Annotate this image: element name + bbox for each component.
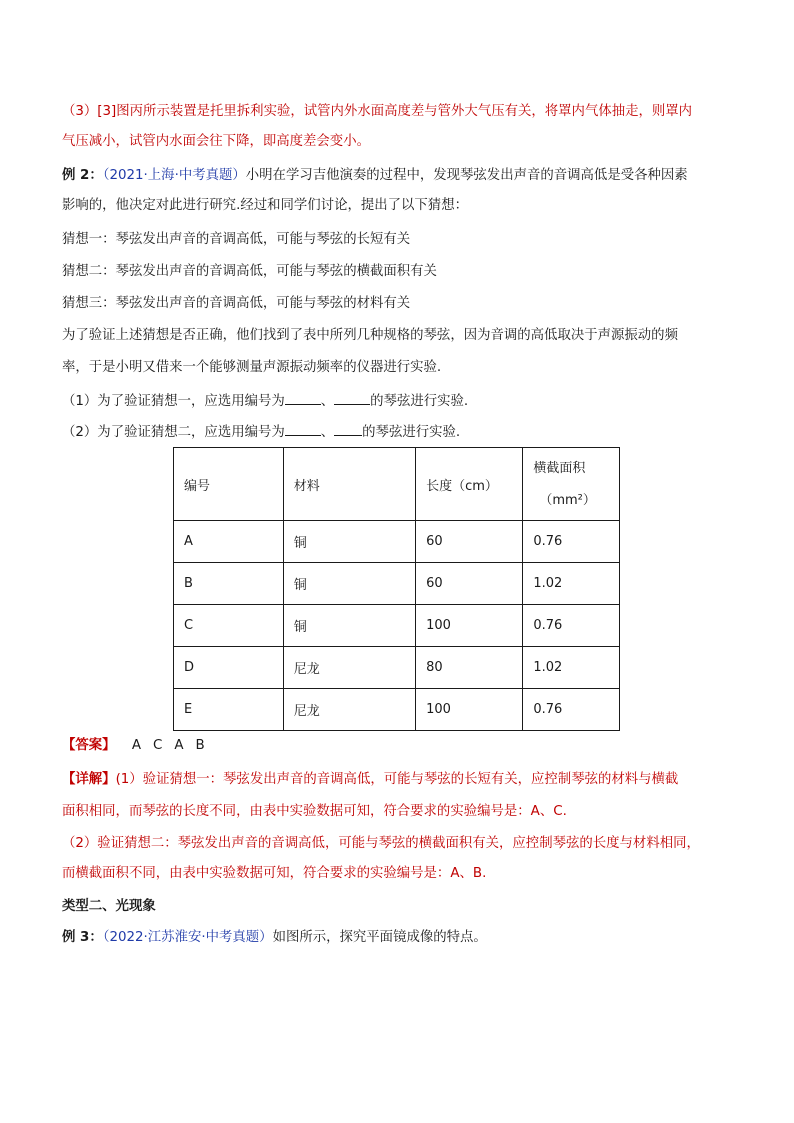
detail-p2-line2: 而横截面积不同，由表中实验数据可知，符合要求的实验编号是：A、B. bbox=[62, 866, 487, 881]
answer-paragraph-3-line1: （3）[3]图丙所示装置是托里拆利实验，试管内外水面高度差与管外大气压有关，将罩内气体抽走，则罩内 bbox=[62, 104, 693, 119]
detail-p1-text1: (1）验证猜想一：琴弦发出声音的音调高低，可能与琴弦的长短有关，应控制琴弦的材料与横截 bbox=[115, 772, 679, 787]
question-1 bbox=[62, 390, 742, 412]
question-1-suffix: 的琴弦进行实验. bbox=[370, 394, 469, 409]
cell-material: 铜 bbox=[283, 605, 415, 647]
example-3-label: 例 3： bbox=[62, 930, 103, 945]
table-row bbox=[174, 563, 620, 605]
cell-material: 铜 bbox=[283, 563, 415, 605]
table-row bbox=[174, 689, 620, 731]
example-3-source: （2022·江苏淮安·中考真题） bbox=[102, 930, 273, 945]
cell-material: 铜 bbox=[283, 521, 415, 563]
question-2-separator: 、 bbox=[320, 425, 335, 440]
cell-material: 尼龙 bbox=[283, 689, 415, 731]
header-material: 材料 bbox=[283, 448, 415, 521]
question-1-prefix: （1）为了验证猜想一，应选用编号为 bbox=[62, 394, 285, 409]
answer-value: C bbox=[153, 738, 163, 753]
guess-1: 猜想一：琴弦发出声音的音调高低，可能与琴弦的长短有关 bbox=[62, 232, 411, 247]
cell-id: B bbox=[174, 563, 284, 605]
string-spec-table bbox=[173, 447, 620, 731]
detail-p1-line1 bbox=[62, 770, 742, 790]
intro-line1: 为了验证上述猜想是否正确，他们找到了表中所列几种规格的琴弦，因为音调的高低取决于声源振动的频 bbox=[62, 328, 678, 343]
question-2 bbox=[62, 421, 742, 443]
cell-id: D bbox=[174, 647, 284, 689]
example-2-label: 例 2： bbox=[62, 168, 103, 183]
type-2-heading: 类型二、光现象 bbox=[62, 899, 156, 914]
question-1-blank-1[interactable] bbox=[285, 390, 321, 405]
guess-2: 猜想二：琴弦发出声音的音调高低，可能与琴弦的横截面积有关 bbox=[62, 264, 437, 279]
example-3-line bbox=[62, 928, 742, 948]
question-1-separator: 、 bbox=[320, 394, 335, 409]
guess-3: 猜想三：琴弦发出声音的音调高低，可能与琴弦的材料有关 bbox=[62, 296, 411, 311]
cell-length: 60 bbox=[416, 521, 523, 563]
header-area bbox=[523, 448, 620, 521]
answer-paragraph-3-line2: 气压减小，试管内水面会往下降，即高度差会变小。 bbox=[62, 134, 370, 149]
cell-length: 100 bbox=[416, 689, 523, 731]
question-1-blank-2[interactable] bbox=[334, 390, 370, 405]
cell-material: 尼龙 bbox=[283, 647, 415, 689]
header-id: 编号 bbox=[174, 448, 284, 521]
cell-length: 60 bbox=[416, 563, 523, 605]
answer-value: A bbox=[174, 738, 184, 753]
cell-id: C bbox=[174, 605, 284, 647]
question-2-blank-1[interactable] bbox=[285, 421, 321, 436]
header-area-label: 横截面积 bbox=[533, 461, 586, 476]
question-2-blank-2[interactable] bbox=[334, 421, 362, 436]
cell-length: 100 bbox=[416, 605, 523, 647]
cell-area: 1.02 bbox=[523, 647, 620, 689]
header-area-unit: （mm²） bbox=[539, 493, 596, 508]
table-row bbox=[174, 605, 620, 647]
answer-value: A bbox=[131, 738, 141, 753]
cell-length: 80 bbox=[416, 647, 523, 689]
detail-p2-line1: （2）验证猜想二：琴弦发出声音的音调高低，可能与琴弦的横截面积有关，应控制琴弦的长度与材料相同， bbox=[62, 836, 700, 851]
example-2-source: （2021·上海·中考真题） bbox=[102, 168, 246, 183]
cell-area: 0.76 bbox=[523, 521, 620, 563]
example-2-text2: 影响的，他决定对此进行研究.经过和同学们讨论，提出了以下猜想： bbox=[62, 198, 468, 213]
answer-value: B bbox=[195, 738, 205, 753]
detail-p1-line2: 面积相同，而琴弦的长度不同，由表中实验数据可知，符合要求的实验编号是：A、C. bbox=[62, 804, 567, 819]
question-2-suffix: 的琴弦进行实验. bbox=[362, 425, 461, 440]
cell-id: E bbox=[174, 689, 284, 731]
answer-label: 【答案】 bbox=[62, 738, 116, 753]
cell-area: 1.02 bbox=[523, 563, 620, 605]
table-header-row bbox=[174, 448, 620, 521]
header-length: 长度（cm） bbox=[416, 448, 523, 521]
intro-line2: 率，于是小明又借来一个能够测量声源振动频率的仪器进行实验. bbox=[62, 360, 442, 375]
answer-line bbox=[62, 736, 742, 756]
answer-values bbox=[132, 738, 217, 753]
cell-area: 0.76 bbox=[523, 605, 620, 647]
cell-area: 0.76 bbox=[523, 689, 620, 731]
cell-id: A bbox=[174, 521, 284, 563]
detail-label: 【详解】 bbox=[62, 772, 116, 787]
example-3-text: 如图所示，探究平面镜成像的特点。 bbox=[272, 930, 487, 945]
question-2-prefix: （2）为了验证猜想二，应选用编号为 bbox=[62, 425, 285, 440]
table-row bbox=[174, 521, 620, 563]
example-2-line1 bbox=[62, 166, 742, 186]
table-row bbox=[174, 647, 620, 689]
example-2-text1: 小明在学习吉他演奏的过程中，发现琴弦发出声音的音调高低是受各种因素 bbox=[245, 168, 688, 183]
